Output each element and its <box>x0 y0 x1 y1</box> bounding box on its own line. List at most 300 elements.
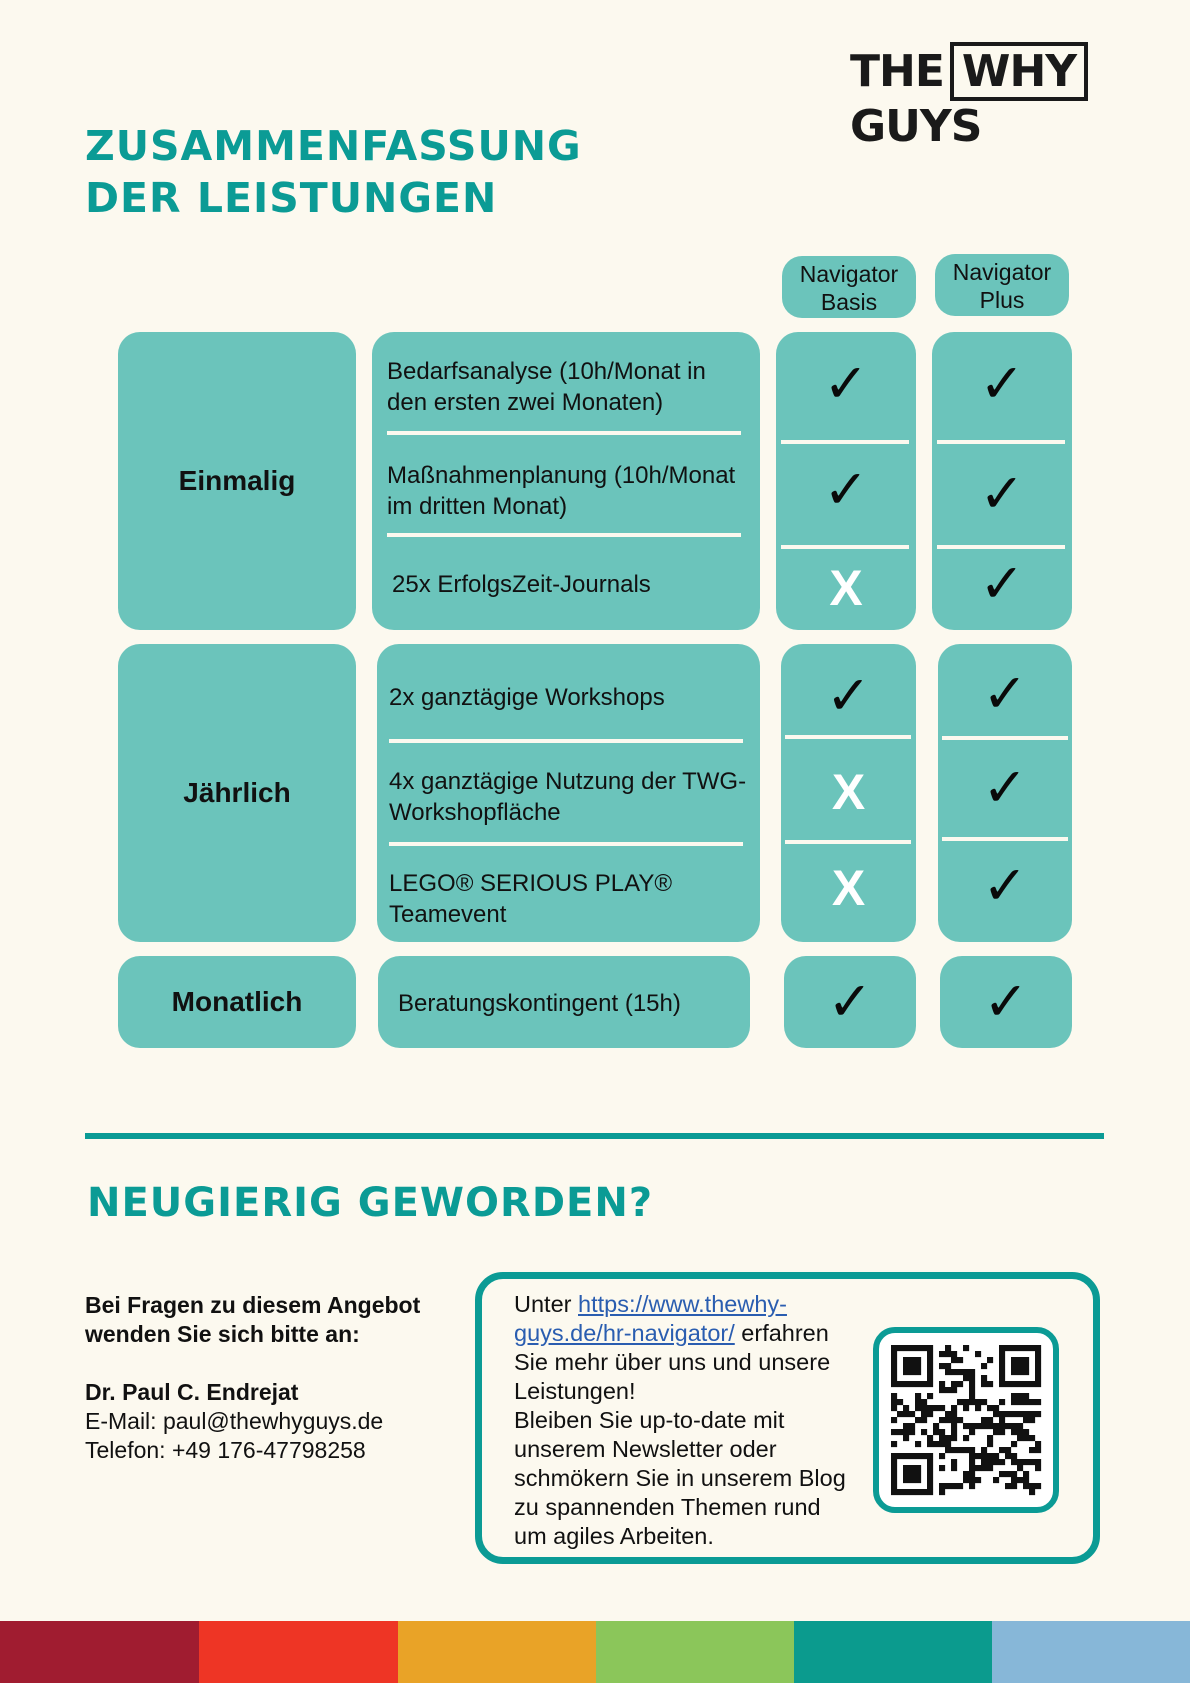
qr-module <box>903 1345 909 1351</box>
qr-module <box>1035 1345 1041 1351</box>
qr-module <box>897 1345 903 1351</box>
qr-module <box>987 1405 993 1411</box>
qr-module <box>957 1447 963 1453</box>
qr-module <box>903 1381 909 1387</box>
qr-module <box>903 1429 909 1435</box>
service-workshopflaeche: 4x ganztägige Nutzung der TWG-Workshopfläche <box>389 768 747 826</box>
qr-module <box>1011 1459 1017 1465</box>
info-newsletter-text: Bleiben Sie up-to-date mit unserem Newsletter oder schmökern Sie in unserem Blog zu spannenden Themen rund um agiles Arbeiten. <box>514 1407 846 1549</box>
service-beratungskontingent: Beratungskontingent (15h) <box>398 990 681 1017</box>
qr-module <box>999 1429 1005 1435</box>
qr-module <box>909 1411 915 1417</box>
contact-block <box>85 1291 445 1465</box>
qr-module <box>975 1423 981 1429</box>
qr-module <box>999 1375 1005 1381</box>
qr-module <box>945 1483 951 1489</box>
qr-module <box>1005 1345 1011 1351</box>
qr-module <box>1035 1411 1041 1417</box>
qr-module <box>999 1423 1005 1429</box>
qr-module <box>957 1369 963 1375</box>
qr-module <box>963 1477 969 1483</box>
qr-module <box>1035 1483 1041 1489</box>
color-stripe-5 <box>794 1621 992 1683</box>
qr-module <box>897 1411 903 1417</box>
qr-module <box>897 1489 903 1495</box>
qr-module <box>903 1363 909 1369</box>
qr-module <box>945 1441 951 1447</box>
qr-module <box>1011 1477 1017 1483</box>
qr-module <box>1011 1453 1017 1459</box>
qr-module <box>1011 1363 1017 1369</box>
qr-module <box>987 1465 993 1471</box>
logo-why: WHY <box>950 42 1088 101</box>
qr-module <box>999 1381 1005 1387</box>
qr-module <box>1017 1423 1023 1429</box>
qr-module <box>1017 1393 1023 1399</box>
qr-module <box>903 1477 909 1483</box>
plus-mark-1: ✓ <box>979 352 1025 415</box>
row-divider <box>937 545 1065 549</box>
qr-module <box>945 1345 951 1351</box>
qr-module <box>951 1429 957 1435</box>
qr-module <box>1011 1345 1017 1351</box>
qr-module <box>915 1477 921 1483</box>
qr-module <box>909 1357 915 1363</box>
qr-module <box>891 1417 897 1423</box>
qr-module <box>939 1435 945 1441</box>
qr-module <box>975 1465 981 1471</box>
qr-module <box>999 1411 1005 1417</box>
qr-module <box>963 1399 969 1405</box>
row-divider <box>387 533 741 537</box>
section-divider <box>85 1133 1104 1139</box>
qr-module <box>1035 1441 1041 1447</box>
qr-module <box>1023 1381 1029 1387</box>
qr-module <box>975 1405 981 1411</box>
logo-the: THE <box>850 46 944 97</box>
qr-module <box>927 1477 933 1483</box>
basis-monatlich-marks <box>784 956 916 1048</box>
qr-module <box>1017 1459 1023 1465</box>
qr-module <box>1035 1399 1041 1405</box>
plus-mark-2: ✓ <box>979 462 1025 525</box>
qr-module <box>1023 1411 1029 1417</box>
qr-module <box>1023 1363 1029 1369</box>
qr-module <box>921 1399 927 1405</box>
qr-module <box>891 1345 897 1351</box>
qr-module <box>981 1381 987 1387</box>
qr-module <box>921 1429 927 1435</box>
qr-module <box>903 1423 909 1429</box>
qr-module <box>969 1471 975 1477</box>
qr-module <box>903 1471 909 1477</box>
qr-module <box>909 1465 915 1471</box>
qr-module <box>993 1453 999 1459</box>
qr-module <box>915 1381 921 1387</box>
row-divider <box>937 440 1065 444</box>
qr-module <box>1011 1357 1017 1363</box>
qr-module <box>909 1453 915 1459</box>
qr-code-image <box>879 1333 1053 1507</box>
qr-module <box>981 1375 987 1381</box>
qr-module <box>1017 1399 1023 1405</box>
qr-module <box>909 1489 915 1495</box>
qr-module <box>915 1453 921 1459</box>
qr-module <box>969 1399 975 1405</box>
qr-module <box>903 1369 909 1375</box>
qr-module <box>903 1465 909 1471</box>
qr-module <box>1017 1357 1023 1363</box>
qr-module <box>909 1429 915 1435</box>
basis-jaehrlich-marks <box>781 644 916 942</box>
qr-module <box>999 1345 1005 1351</box>
qr-module <box>981 1447 987 1453</box>
category-einmalig: Einmalig <box>118 332 356 630</box>
qr-module <box>1023 1477 1029 1483</box>
qr-module <box>915 1393 921 1399</box>
logo-guys: GUYS <box>850 101 982 152</box>
qr-module <box>969 1423 975 1429</box>
qr-module <box>1017 1477 1023 1483</box>
qr-module <box>939 1417 945 1423</box>
qr-module <box>969 1369 975 1375</box>
qr-module <box>903 1435 909 1441</box>
qr-module <box>951 1483 957 1489</box>
website-link[interactable]: https://www.thewhy-guys.de/hr-navigator/ <box>514 1291 787 1346</box>
services-monatlich <box>378 956 750 1048</box>
qr-module <box>969 1429 975 1435</box>
qr-module <box>939 1387 945 1393</box>
qr-module <box>1005 1423 1011 1429</box>
qr-module <box>939 1363 945 1369</box>
plus-mark-3: ✓ <box>979 552 1025 615</box>
qr-module <box>927 1405 933 1411</box>
qr-module <box>903 1411 909 1417</box>
qr-module <box>1011 1399 1017 1405</box>
qr-module <box>957 1381 963 1387</box>
qr-module <box>1023 1369 1029 1375</box>
qr-module <box>987 1459 993 1465</box>
qr-module <box>969 1381 975 1387</box>
row-divider <box>785 840 911 844</box>
qr-code[interactable] <box>873 1327 1059 1513</box>
plus-jaehrlich-marks <box>938 644 1072 942</box>
qr-module <box>927 1363 933 1369</box>
qr-module <box>999 1417 1005 1423</box>
qr-module <box>1023 1459 1029 1465</box>
qr-module <box>1011 1471 1017 1477</box>
row-divider <box>785 735 911 739</box>
qr-module <box>945 1435 951 1441</box>
page-title <box>85 120 582 224</box>
qr-module <box>1029 1483 1035 1489</box>
qr-module <box>921 1417 927 1423</box>
qr-module <box>981 1465 987 1471</box>
qr-module <box>939 1483 945 1489</box>
section-title: NEUGIERIG GEWORDEN? <box>87 1180 654 1226</box>
basis-mark-2: ✓ <box>823 458 869 521</box>
qr-module <box>1017 1465 1023 1471</box>
qr-module <box>891 1477 897 1483</box>
qr-module <box>933 1405 939 1411</box>
basis-mark-3: X <box>829 560 863 616</box>
qr-module <box>963 1405 969 1411</box>
qr-module <box>1017 1429 1023 1435</box>
qr-module <box>945 1369 951 1375</box>
qr-module <box>897 1381 903 1387</box>
column-header-plus: Navigator Plus <box>935 254 1069 316</box>
qr-module <box>927 1381 933 1387</box>
qr-module <box>1023 1483 1029 1489</box>
qr-module <box>951 1405 957 1411</box>
qr-module <box>1005 1453 1011 1459</box>
qr-module <box>945 1411 951 1417</box>
qr-module <box>909 1369 915 1375</box>
qr-module <box>1029 1435 1035 1441</box>
qr-module <box>945 1447 951 1453</box>
color-stripe-4 <box>596 1621 794 1683</box>
qr-module <box>969 1375 975 1381</box>
color-stripe-6 <box>992 1621 1190 1683</box>
qr-module <box>999 1351 1005 1357</box>
qr-module <box>891 1399 897 1405</box>
qr-module <box>939 1405 945 1411</box>
qr-module <box>1035 1447 1041 1453</box>
qr-module <box>927 1489 933 1495</box>
qr-module <box>993 1411 999 1417</box>
qr-module <box>1023 1357 1029 1363</box>
qr-module <box>891 1459 897 1465</box>
qr-module <box>1029 1459 1035 1465</box>
qr-module <box>969 1465 975 1471</box>
qr-module <box>927 1435 933 1441</box>
qr-module <box>927 1441 933 1447</box>
qr-module <box>1035 1375 1041 1381</box>
qr-module <box>975 1453 981 1459</box>
qr-module <box>897 1453 903 1459</box>
qr-module <box>1023 1399 1029 1405</box>
qr-module <box>999 1447 1005 1453</box>
contact-intro: Bei Fragen zu diesem Angebot wenden Sie sich bitte an: <box>85 1292 421 1347</box>
qr-module <box>969 1459 975 1465</box>
qr-module <box>951 1381 957 1387</box>
qr-module <box>1017 1369 1023 1375</box>
qr-module <box>915 1441 921 1447</box>
qr-module <box>945 1387 951 1393</box>
qr-module <box>951 1351 957 1357</box>
qr-module <box>1017 1411 1023 1417</box>
qr-module <box>1011 1429 1017 1435</box>
qr-module <box>921 1489 927 1495</box>
qr-module <box>903 1405 909 1411</box>
qr-module <box>933 1429 939 1435</box>
qr-module <box>927 1351 933 1357</box>
qr-module <box>999 1357 1005 1363</box>
qr-module <box>999 1471 1005 1477</box>
qr-module <box>1035 1381 1041 1387</box>
qr-module <box>933 1423 939 1429</box>
qr-module <box>915 1417 921 1423</box>
qr-module <box>903 1453 909 1459</box>
qr-module <box>939 1465 945 1471</box>
qr-module <box>915 1405 921 1411</box>
qr-module <box>987 1435 993 1441</box>
qr-module <box>891 1363 897 1369</box>
service-journals: 25x ErfolgsZeit-Journals <box>392 571 651 598</box>
qr-module <box>951 1435 957 1441</box>
contact-email: E-Mail: paul@thewhyguys.de <box>85 1408 384 1434</box>
qr-module <box>957 1417 963 1423</box>
qr-module <box>915 1363 921 1369</box>
basis-einmalig-marks <box>776 332 916 630</box>
qr-module <box>915 1465 921 1471</box>
qr-module <box>927 1465 933 1471</box>
qr-module <box>981 1453 987 1459</box>
qr-module <box>915 1345 921 1351</box>
qr-module <box>927 1471 933 1477</box>
qr-module <box>909 1471 915 1477</box>
qr-module <box>1029 1417 1035 1423</box>
qr-module <box>903 1489 909 1495</box>
qr-module <box>951 1459 957 1465</box>
basis-mark-5: X <box>831 764 866 820</box>
service-bedarfsanalyse: Bedarfsanalyse (10h/Monat in den ersten zwei Monaten) <box>387 358 706 416</box>
qr-module <box>909 1345 915 1351</box>
qr-module <box>951 1369 957 1375</box>
qr-module <box>951 1357 957 1363</box>
row-divider <box>942 837 1068 841</box>
services-jaehrlich <box>377 644 760 942</box>
qr-module <box>1035 1459 1041 1465</box>
qr-module <box>891 1429 897 1435</box>
service-workshops: 2x ganztägige Workshops <box>389 684 665 711</box>
qr-module <box>945 1363 951 1369</box>
qr-module <box>939 1489 945 1495</box>
info-prefix: Unter <box>514 1291 578 1317</box>
qr-module <box>1011 1483 1017 1489</box>
qr-module <box>891 1393 897 1399</box>
qr-module <box>963 1345 969 1351</box>
brand-logo <box>850 42 1190 152</box>
row-divider <box>387 431 741 435</box>
qr-module <box>891 1357 897 1363</box>
qr-module <box>987 1417 993 1423</box>
qr-module <box>921 1453 927 1459</box>
qr-module <box>963 1375 969 1381</box>
qr-module <box>903 1357 909 1363</box>
qr-module <box>987 1453 993 1459</box>
qr-module <box>921 1405 927 1411</box>
row-divider <box>781 545 909 549</box>
qr-module <box>927 1375 933 1381</box>
qr-module <box>1035 1465 1041 1471</box>
qr-module <box>927 1411 933 1417</box>
qr-module <box>1023 1417 1029 1423</box>
qr-module <box>897 1399 903 1405</box>
qr-module <box>1005 1381 1011 1387</box>
qr-module <box>1011 1423 1017 1429</box>
qr-module <box>909 1363 915 1369</box>
qr-module <box>921 1411 927 1417</box>
qr-module <box>1023 1471 1029 1477</box>
qr-module <box>945 1351 951 1357</box>
qr-module <box>963 1435 969 1441</box>
qr-module <box>993 1405 999 1411</box>
basis-mark-4: ✓ <box>825 664 872 727</box>
service-massnahmenplanung: Maßnahmenplanung (10h/Monat im dritten Monat) <box>387 462 736 520</box>
qr-module <box>891 1441 897 1447</box>
qr-module <box>951 1465 957 1471</box>
qr-module <box>969 1393 975 1399</box>
qr-module <box>1029 1381 1035 1387</box>
basis-mark-6: X <box>831 860 866 916</box>
qr-module <box>1011 1393 1017 1399</box>
qr-module <box>993 1423 999 1429</box>
qr-module <box>1023 1345 1029 1351</box>
qr-module <box>939 1429 945 1435</box>
qr-module <box>981 1417 987 1423</box>
qr-module <box>987 1381 993 1387</box>
qr-module <box>975 1399 981 1405</box>
color-stripe-3 <box>398 1621 596 1683</box>
service-lego-teamevent: LEGO® SERIOUS PLAY® Teamevent <box>389 870 673 928</box>
services-einmalig <box>372 332 760 630</box>
plus-mark-7: ✓ <box>983 970 1029 1033</box>
qr-module <box>891 1489 897 1495</box>
qr-module <box>897 1429 903 1435</box>
qr-module <box>927 1345 933 1351</box>
qr-module <box>1035 1351 1041 1357</box>
qr-module <box>891 1483 897 1489</box>
qr-module <box>963 1471 969 1477</box>
qr-module <box>915 1471 921 1477</box>
qr-module <box>1023 1435 1029 1441</box>
qr-module <box>891 1471 897 1477</box>
qr-module <box>987 1357 993 1363</box>
qr-module <box>927 1357 933 1363</box>
category-monatlich: Monatlich <box>118 956 356 1048</box>
basis-mark-1: ✓ <box>823 352 869 415</box>
qr-module <box>1035 1363 1041 1369</box>
info-suffix: erfahren Sie mehr über uns und unsere Leistungen! <box>514 1320 831 1404</box>
row-divider <box>389 739 743 743</box>
info-text <box>514 1290 854 1551</box>
qr-module <box>909 1423 915 1429</box>
qr-module <box>891 1351 897 1357</box>
qr-module <box>975 1477 981 1483</box>
contact-name: Dr. Paul C. Endrejat <box>85 1379 299 1405</box>
qr-module <box>999 1459 1005 1465</box>
qr-module <box>939 1351 945 1357</box>
qr-module <box>939 1453 945 1459</box>
qr-module <box>891 1453 897 1459</box>
qr-module <box>1029 1411 1035 1417</box>
qr-module <box>969 1447 975 1453</box>
qr-module <box>927 1393 933 1399</box>
qr-module <box>951 1447 957 1453</box>
qr-module <box>981 1399 987 1405</box>
qr-module <box>1017 1363 1023 1369</box>
title-line-2: DER LEISTUNGEN <box>85 174 498 222</box>
qr-module <box>891 1375 897 1381</box>
qr-module <box>939 1441 945 1447</box>
qr-module <box>969 1477 975 1483</box>
qr-module <box>963 1447 969 1453</box>
qr-module <box>957 1399 963 1405</box>
qr-module <box>1011 1411 1017 1417</box>
row-divider <box>781 440 909 444</box>
qr-module <box>915 1489 921 1495</box>
